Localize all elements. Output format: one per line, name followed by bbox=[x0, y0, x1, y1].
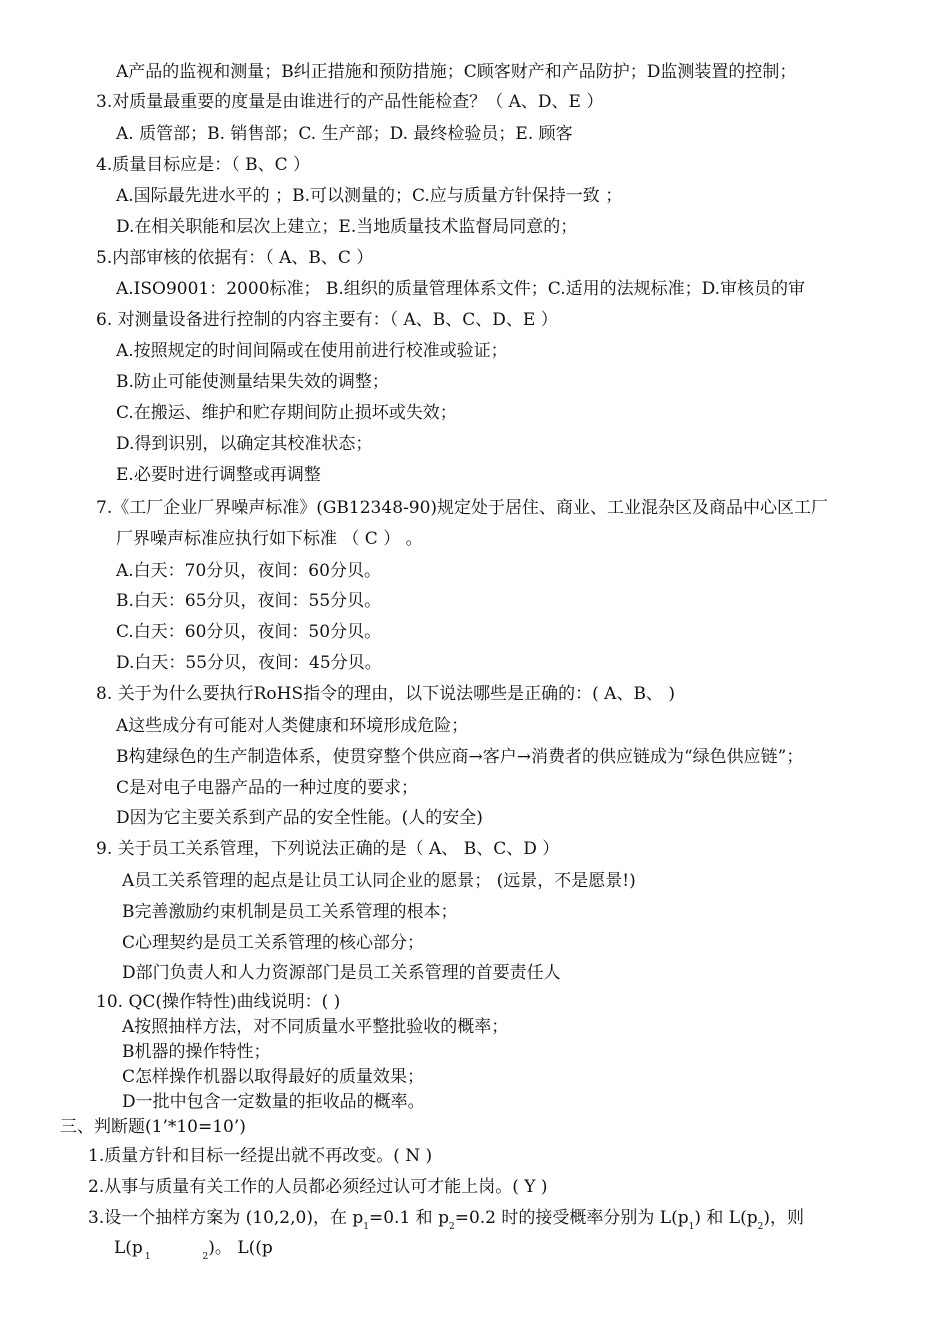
q6-option-a: A.按照规定的时间间隔或在使用前进行校准或验证； bbox=[116, 341, 508, 361]
q4-question: 4.质量目标应是：（ B、C ） bbox=[96, 155, 311, 175]
text-segment: ) 和 L(p bbox=[694, 1208, 758, 1228]
subscript: 2 bbox=[448, 1222, 455, 1232]
q10-option-d: D一批中包含一定数量的拒收品的概率。 bbox=[122, 1092, 425, 1112]
q4-options-2: D.在相关职能和层次上建立；E.当地质量技术监督局同意的； bbox=[116, 217, 578, 237]
q7-question-1: 7.《工厂企业厂界噪声标准》(GB12348-90)规定处于居住、商业、工业混杂区及商品中心区工厂 bbox=[96, 498, 829, 518]
q3-options: A. 质管部；B. 销售部；C. 生产部；D. 最终检验员；E. 顾客 bbox=[116, 124, 573, 144]
subscript: 1 bbox=[688, 1222, 695, 1232]
q8-question: 8. 关于为什么要执行RoHS指令的理由，以下说法哪些是正确的：( A、B、 ) bbox=[96, 684, 675, 704]
text-segment: )。 L((p bbox=[208, 1238, 273, 1258]
q2-options: A产品的监视和测量；B纠正措施和预防措施；C顾客财产和产品防护；D监测装置的控制； bbox=[116, 62, 797, 82]
q10-option-b: B机器的操作特性； bbox=[122, 1042, 271, 1062]
q10-option-c: C怎样操作机器以取得最好的质量效果； bbox=[122, 1067, 425, 1087]
subscript: 1 bbox=[144, 1252, 151, 1262]
q7-option-a: A.白天：70分贝，夜间：60分贝。 bbox=[116, 561, 381, 581]
q5-question: 5.内部审核的依据有：（ A、B、C ） bbox=[96, 248, 374, 268]
text-segment: L(p bbox=[114, 1238, 143, 1258]
judgement-3-line-1 bbox=[88, 1207, 804, 1232]
q5-options: A.ISO9001：2000标准； B.组织的质量管理体系文件；C.适用的法规标准；D.审核员的审 bbox=[116, 279, 806, 299]
q6-option-e: E.必要时进行调整或再调整 bbox=[116, 465, 321, 485]
q6-question: 6. 对测量设备进行控制的内容主要有：（ A、B、C、D、E ） bbox=[96, 310, 558, 330]
q4-options-1: A.国际最先进水平的 ；B.可以测量的；C.应与质量方针保持一致 ； bbox=[116, 186, 623, 206]
q10-question: 10. QC(操作特性)曲线说明：( ) bbox=[96, 992, 341, 1012]
q6-option-b: B.防止可能使测量结果失效的调整； bbox=[116, 372, 389, 392]
q7-option-d: D.白天：55分贝，夜间：45分贝。 bbox=[116, 653, 382, 673]
text-segment: =0.2 时的接受概率分别为 L(p bbox=[454, 1208, 689, 1228]
q9-option-a: A员工关系管理的起点是让员工认同企业的愿景； (远景，不是愿景!) bbox=[122, 871, 636, 891]
judgement-2: 2.从事与质量有关工作的人员都必须经过认可才能上岗。( Y ) bbox=[88, 1177, 548, 1197]
q8-option-a: A这些成分有可能对人类健康和环境形成危险； bbox=[116, 716, 469, 736]
text-segment: 3.设一个抽样方案为 (10,2,0)，在 p bbox=[88, 1208, 364, 1228]
q7-option-c: C.白天：60分贝，夜间：50分贝。 bbox=[116, 622, 382, 642]
q8-option-d: D因为它主要关系到产品的安全性能。(人的安全) bbox=[116, 808, 483, 828]
text-segment: )，则 bbox=[763, 1208, 804, 1228]
q8-option-c: C是对电子电器产品的一种过度的要求； bbox=[116, 778, 419, 798]
subscript: 1 bbox=[363, 1222, 369, 1232]
section-heading-judgement: 三、判断题(1’*10=10’) bbox=[60, 1117, 246, 1137]
subscript: 2 bbox=[757, 1222, 764, 1232]
q9-question: 9. 关于员工关系管理，下列说法正确的是（ A、 B、C、D ） bbox=[96, 839, 560, 859]
judgement-1: 1.质量方针和目标一经提出就不再改变。( N ) bbox=[88, 1146, 433, 1166]
text-segment: =0.1 和 p bbox=[368, 1208, 449, 1228]
subscript: 2 bbox=[202, 1252, 209, 1262]
judgement-3-line-2 bbox=[114, 1237, 273, 1262]
q6-option-d: D.得到识别，以确定其校准状态； bbox=[116, 434, 373, 454]
q3-question: 3.对质量最重要的度量是由谁进行的产品性能检查？（ A、D、E ） bbox=[96, 92, 604, 112]
q10-option-a: A按照抽样方法，对不同质量水平整批验收的概率； bbox=[122, 1017, 509, 1037]
q9-option-d: D部门负责人和人力资源部门是员工关系管理的首要责任人 bbox=[122, 963, 561, 983]
q8-option-b: B构建绿色的生产制造体系，使贯穿整个供应商→客户→消费者的供应链成为“绿色供应链”； bbox=[116, 747, 804, 767]
q9-option-c: C心理契约是员工关系管理的核心部分； bbox=[122, 933, 425, 953]
q7-question-2: 厂界噪声标准应执行如下标准 （ C ） 。 bbox=[116, 529, 423, 549]
q7-option-b: B.白天：65分贝，夜间：55分贝。 bbox=[116, 591, 382, 611]
q9-option-b: B完善激励约束机制是员工关系管理的根本； bbox=[122, 902, 458, 922]
q6-option-c: C.在搬运、维护和贮存期间防止损坏或失效； bbox=[116, 403, 457, 423]
